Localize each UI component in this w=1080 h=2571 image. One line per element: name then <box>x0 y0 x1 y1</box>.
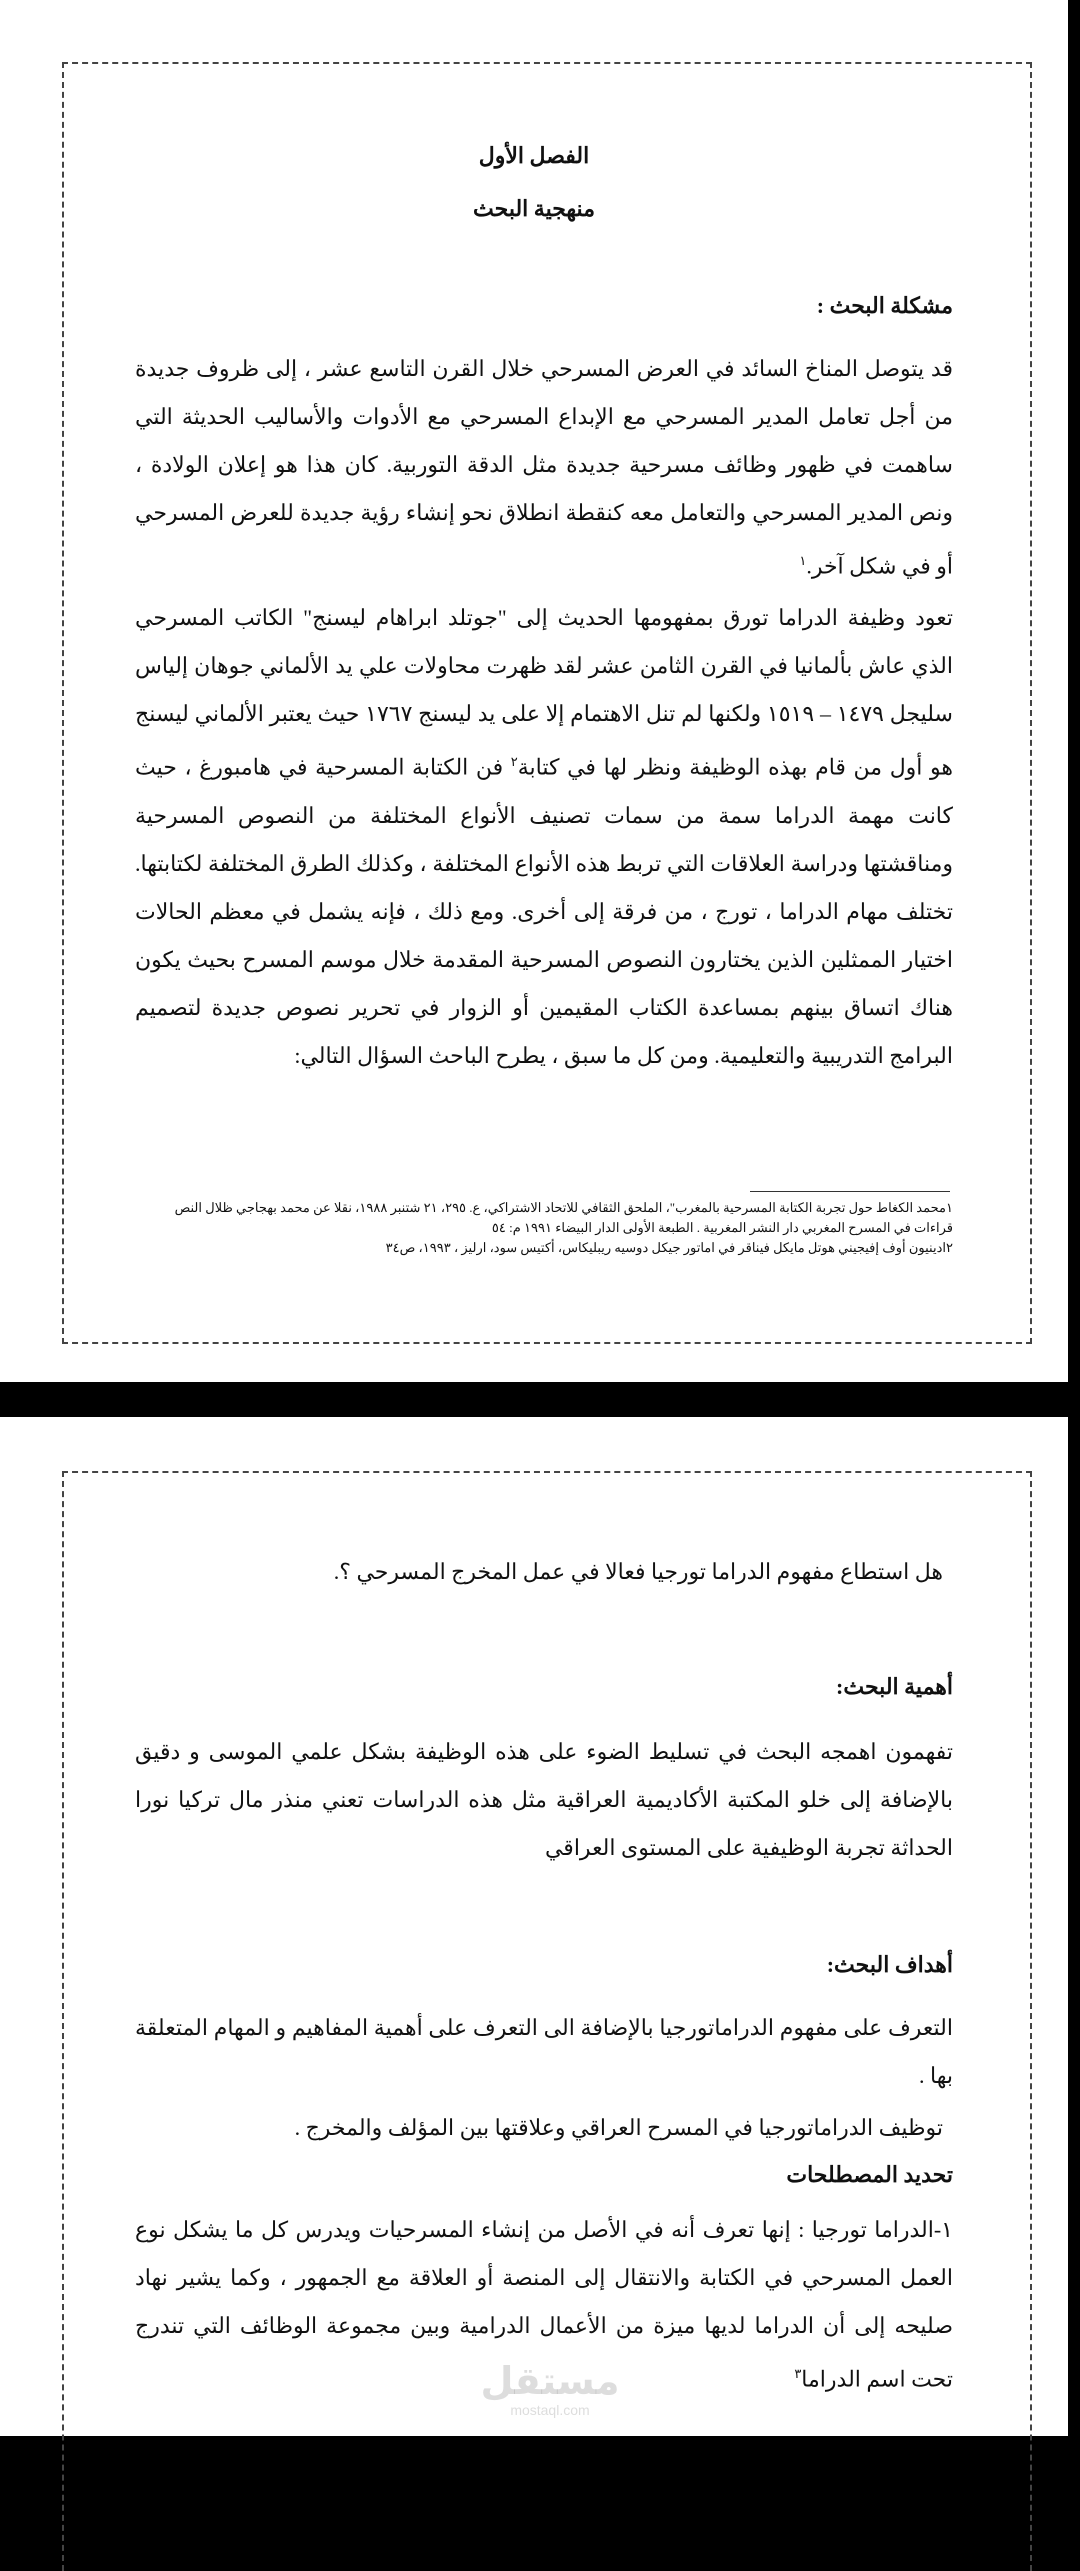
chapter-title: الفصل الأول <box>478 143 590 168</box>
goal-item: التعرف على مفهوم الدراماتورجيا بالإضافة الى التعرف على أهمية المفاهيم و المهام المتعلقة بها . <box>135 2015 953 2088</box>
term-definition: ١-الدراما تورجيا : إنها تعرف أنه في الأصل من إنشاء المسرحيات ويدرس كل ما يشكل نوع العمل المسرحي في الكتابة والانتقال إلى المنصة أو العلاقة مع الجمهور ، وكما يشير نهاد صليحه إلى أن الدراما لديها ميزة من الأعمال الدرامية وبين مجموعة الوظائف التي تندرج تحت اسم الدراما$^٣$ <box>135 2217 953 2392</box>
research-question <box>135 1548 943 1596</box>
footnote-ref: ١ <box>799 553 807 568</box>
section-heading: أهداف البحث: <box>826 1952 953 1977</box>
footnote-ref: ٢ <box>510 754 518 770</box>
problem-section <box>135 293 953 1080</box>
chapter-subtitle: منهجية البحث <box>473 196 595 221</box>
importance-section <box>135 1674 953 1872</box>
footnote-1: ١محمد الكغاط حول تجربة الكتابة المسرحية بالمغرب"، الملحق الثقافي للاتحاد الاشتراكي، ع. ٢٩٥، ٢١ شتنبر ١٩٨٨، نقلا عن محمد بهجاجي ظلال النص قراءات في المسرح المغربي دار النشر المغربية . الطبعة الأولى الدار البيضاء ١٩٩١ م: ٥٤ <box>174 1200 953 1235</box>
watermark-logo: مستقل mostaql.com <box>480 2361 620 2418</box>
footnote-2: ٢ادينيون أوف إفيجيني هوتل مايكل فيناقر في اماتور جيكل دوسيه ريبليكاس، أكتيس سود، ارليز ، ١٩٩٣، ص٣٤ <box>385 1240 953 1255</box>
question-text: هل استطاع مفهوم الدراما تورجيا فعالا في عمل المخرج المسرحي ؟. <box>333 1559 943 1584</box>
section-heading: أهمية البحث: <box>836 1674 953 1699</box>
footnotes <box>165 1198 953 1258</box>
section-heading: تحديد المصطلحات <box>786 2162 953 2187</box>
dramaturgy-paragraph: تعود وظيفة الدراما تورق بمفهومها الحديث إلى "جوتلد ابراهام ليسنج" الكاتب المسرحي الذي عاش بألمانيا في القرن الثامن عشر لقد ظهرت محاولات علي يد الألماني جوهان إلياس سليجل ١٤٧٩ – ١٥١٩ ولكنها لم تنل الاهتمام إلا على يد ليسنج ١٧٦٧ حيث يعتبر الألماني ليسنج هو أول من قام بهذه الوظيفة ونظر لها في كتابة$^٢$ فن الكتابة المسرحية في هامبورغ ، حيث كانت مهمة الدراما سمة من سمات تصنيف الأنواع المختلفة من النصوص المسرحية ومناقشتها ودراسة العلاقات التي تربط هذه الأنواع المختلفة ، وكذلك الطرق المختلفة لكتابتها. تختلف مهام الدراما ، تورج ، من فرقة إلى أخرى. ومع ذلك ، فإنه يشمل في معظم الحالات اختيار الممثلين الذين يختارون النصوص المسرحية المقدمة خلال موسم المسرح بحيث يكون هناك اتساق بينهم بمساعدة الكتاب المقيمين أو الزوار في تحرير نصوص جديدة لتصميم البرامج التدريبية والتعليمية. ومن كل ما سبق ، يطرح الباحث السؤال التالي: <box>135 605 953 1068</box>
footnote-separator <box>750 1191 950 1192</box>
goal-item: توظيف الدراماتورجيا في المسرح العراقي وعلاقتها بين المؤلف والمخرج . <box>294 2115 943 2140</box>
goals-section <box>135 1952 953 2403</box>
footnote-ref: ٣ <box>794 2366 802 2381</box>
document-page-2 <box>0 1417 1068 2436</box>
importance-paragraph: تفهمون اهمجه البحث في تسليط الضوء على هذه الوظيفة بشكل علمي الموسى و دقيق بالإضافة إلى خلو المكتبة الأكاديمية العراقية مثل هذه الدراسات تعني منذر مال تركيا نورا الحداثة تجربة الوظيفية على المستوى العراقي <box>135 1739 953 1860</box>
section-heading: مشكلة البحث : <box>816 293 953 318</box>
problem-paragraph: قد يتوصل المناخ السائد في العرض المسرحي خلال القرن التاسع عشر ، إلى ظروف جديدة من أجل تعامل المدير المسرحي مع الإبداع المسرحي مع الأدوات والأساليب الحديثة التي ساهمت في ظهور وظائف مسرحية جديدة مثل الدقة التوربية. كان هذا هو إعلان الولادة ، ونص المدير المسرحي والتعامل معه كنقطة انطلاق نحو إنشاء رؤية جديدة للعرض المسرحي أو في شكل آخر.$^١$ <box>135 356 953 579</box>
